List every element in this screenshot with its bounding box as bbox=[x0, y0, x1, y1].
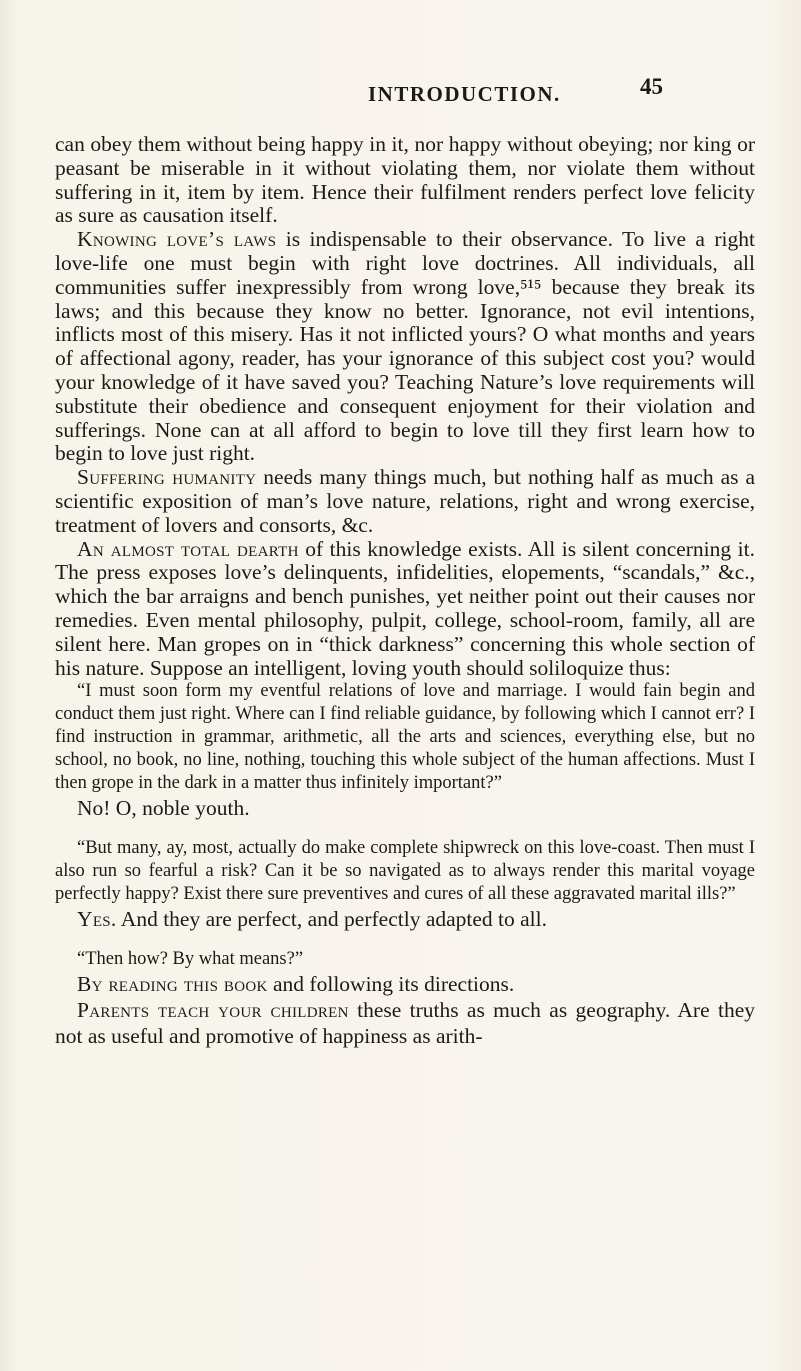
quote-3: “Then how? By what means?” bbox=[77, 949, 304, 970]
paragraph-4-lead: An almost total dearth bbox=[77, 536, 299, 561]
paragraph-3-text: needs many things much, but nothing half as much as a scientific exposition of man’s love nature, relations, right and wrong exercise, treatment of lovers and consorts, &c. bbox=[55, 465, 755, 537]
paragraph-4 bbox=[55, 538, 755, 681]
reply-4-text: these truths as much as geography. Are they not as useful and promotive of happiness as arith- bbox=[55, 998, 755, 1049]
paragraph-4-text: of this knowledge exists. All is silent concerning it. The press exposes love’s delinquents, infidelities, elopements, “scandals,” &c., which the bar arraigns and bench punishes, yet neither point out their causes nor remedies. Even mental philosophy, pulpit, college, school-room, family, all are silent here. Man gropes on in “thick darkness” concerning this whole section of his nature. Suppose an intelligent, loving youth should soliloquize thus: bbox=[55, 536, 755, 680]
paragraph-2-text: is indispensable to their observance. To live a right love-life one must begin with right love doctrines. All individuals, all communities suffer inexpressibly from wrong love,⁵¹⁵ because they break its laws; and this because they know no better. Ignorance, not evil intentions, inflicts most of this misery. Has it not inflicted yours? O what months and years of affectional agony, reader, has your ignorance of this subject cost you? would your knowledge of it have saved you? Teaching Nature’s love requirements will substitute their obedience and consequent enjoyment for their violation and sufferings. None can at all afford to begin to love till they first learn how to begin to love just right. bbox=[55, 227, 755, 466]
reply-4-lead: Parents teach your children bbox=[77, 998, 349, 1023]
quote-1: “I must soon form my eventful relations of love and marriage. I would fain begin and conduct them just right. Where can I find reliable guidance, by following which I cannot err? I find instruction in grammar, arithmetic, all the arts and sciences, everything else, but no school, no book, no line, nothing, touching this whole subject of the human affections. Must I then grope in the dark in a matter thus infinitely important?” bbox=[55, 681, 755, 794]
paragraph-3-lead: Suffering humanity bbox=[77, 465, 257, 490]
body-text bbox=[55, 133, 755, 1049]
reply-1: No! O, noble youth. bbox=[77, 796, 250, 821]
page-number: 45 bbox=[640, 74, 663, 99]
paragraph-2-lead: Knowing love’s laws bbox=[77, 227, 277, 252]
reply-3-lead: By reading this book bbox=[77, 972, 268, 997]
paragraph-1 bbox=[55, 133, 755, 228]
page-header bbox=[0, 74, 801, 112]
reply-3-text: and following its directions. bbox=[267, 972, 515, 997]
paragraph-2 bbox=[55, 228, 755, 466]
reply-2 bbox=[55, 906, 755, 932]
reply-2-text: And they are perfect, and perfectly adapted to all. bbox=[116, 907, 548, 932]
paragraph-3 bbox=[55, 466, 755, 537]
reply-3 bbox=[55, 971, 755, 997]
running-title: INTRODUCTION. bbox=[368, 82, 561, 106]
quote-2: “But many, ay, most, actually do make complete shipwreck on this love-coast. Then must I also run so fearful a risk? Can it be so navigated as to always render this marital voyage perfectly happy? Exist there sure preventives and cures of all these aggravated marital ills?” bbox=[55, 838, 755, 905]
reply-4 bbox=[55, 997, 755, 1049]
paragraph-1-text: can obey them without being happy in it, nor happy without obeying; nor king or peasant be miserable in it without violating them, nor violate them without suffering in it, item by item. Hence their fulfilment renders perfect love felicity as sure as causation itself. bbox=[55, 132, 755, 228]
reply-2-lead: Yes. bbox=[77, 907, 117, 932]
